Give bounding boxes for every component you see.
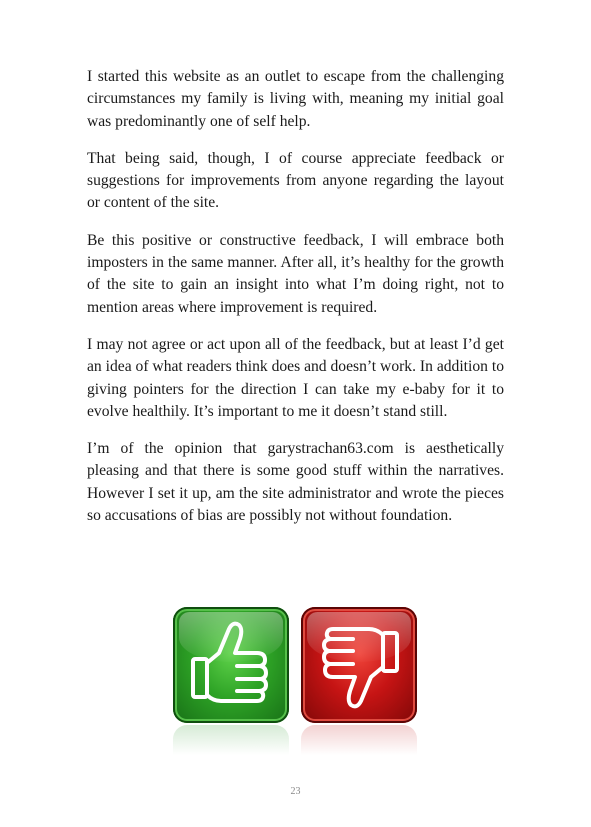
paragraph: Be this positive or constructive feedback, I will embrace both imposters in the same manner. After all, it’s healthy for the growth of the site to gain an insight into what I’m doing right, not to mention areas where improvement is required. [87, 231, 504, 316]
page-number: 23 [290, 786, 301, 797]
thumbs-up-tile [173, 607, 289, 755]
paragraph: I’m of the opinion that garystrachan63.com is aesthetically pleasing and that there is some good stuff within the narratives. However I set it up, am the site administrator and wrote the pieces so accusations of bias are possibly not without foundation. [87, 440, 504, 525]
thumbs-up-icon [173, 607, 289, 723]
page-body [87, 66, 504, 542]
thumbs-down-icon [301, 607, 417, 723]
feedback-illustration [173, 607, 419, 755]
paragraph: I may not agree or act upon all of the feedback, but at least I’d get an idea of what readers think does and doesn’t work. In addition to giving pointers for the direction I can take my e-baby for it to evolve healthily. It’s important to me it doesn’t stand still. [87, 335, 504, 420]
paragraph: I started this website as an outlet to escape from the challenging circumstances my family is living with, meaning my initial goal was predominantly one of self help. [87, 68, 504, 130]
paragraph: That being said, though, I of course appreciate feedback or suggestions for improvements from anyone regarding the layout or content of the site. [87, 149, 504, 212]
thumbs-down-tile [301, 607, 417, 755]
